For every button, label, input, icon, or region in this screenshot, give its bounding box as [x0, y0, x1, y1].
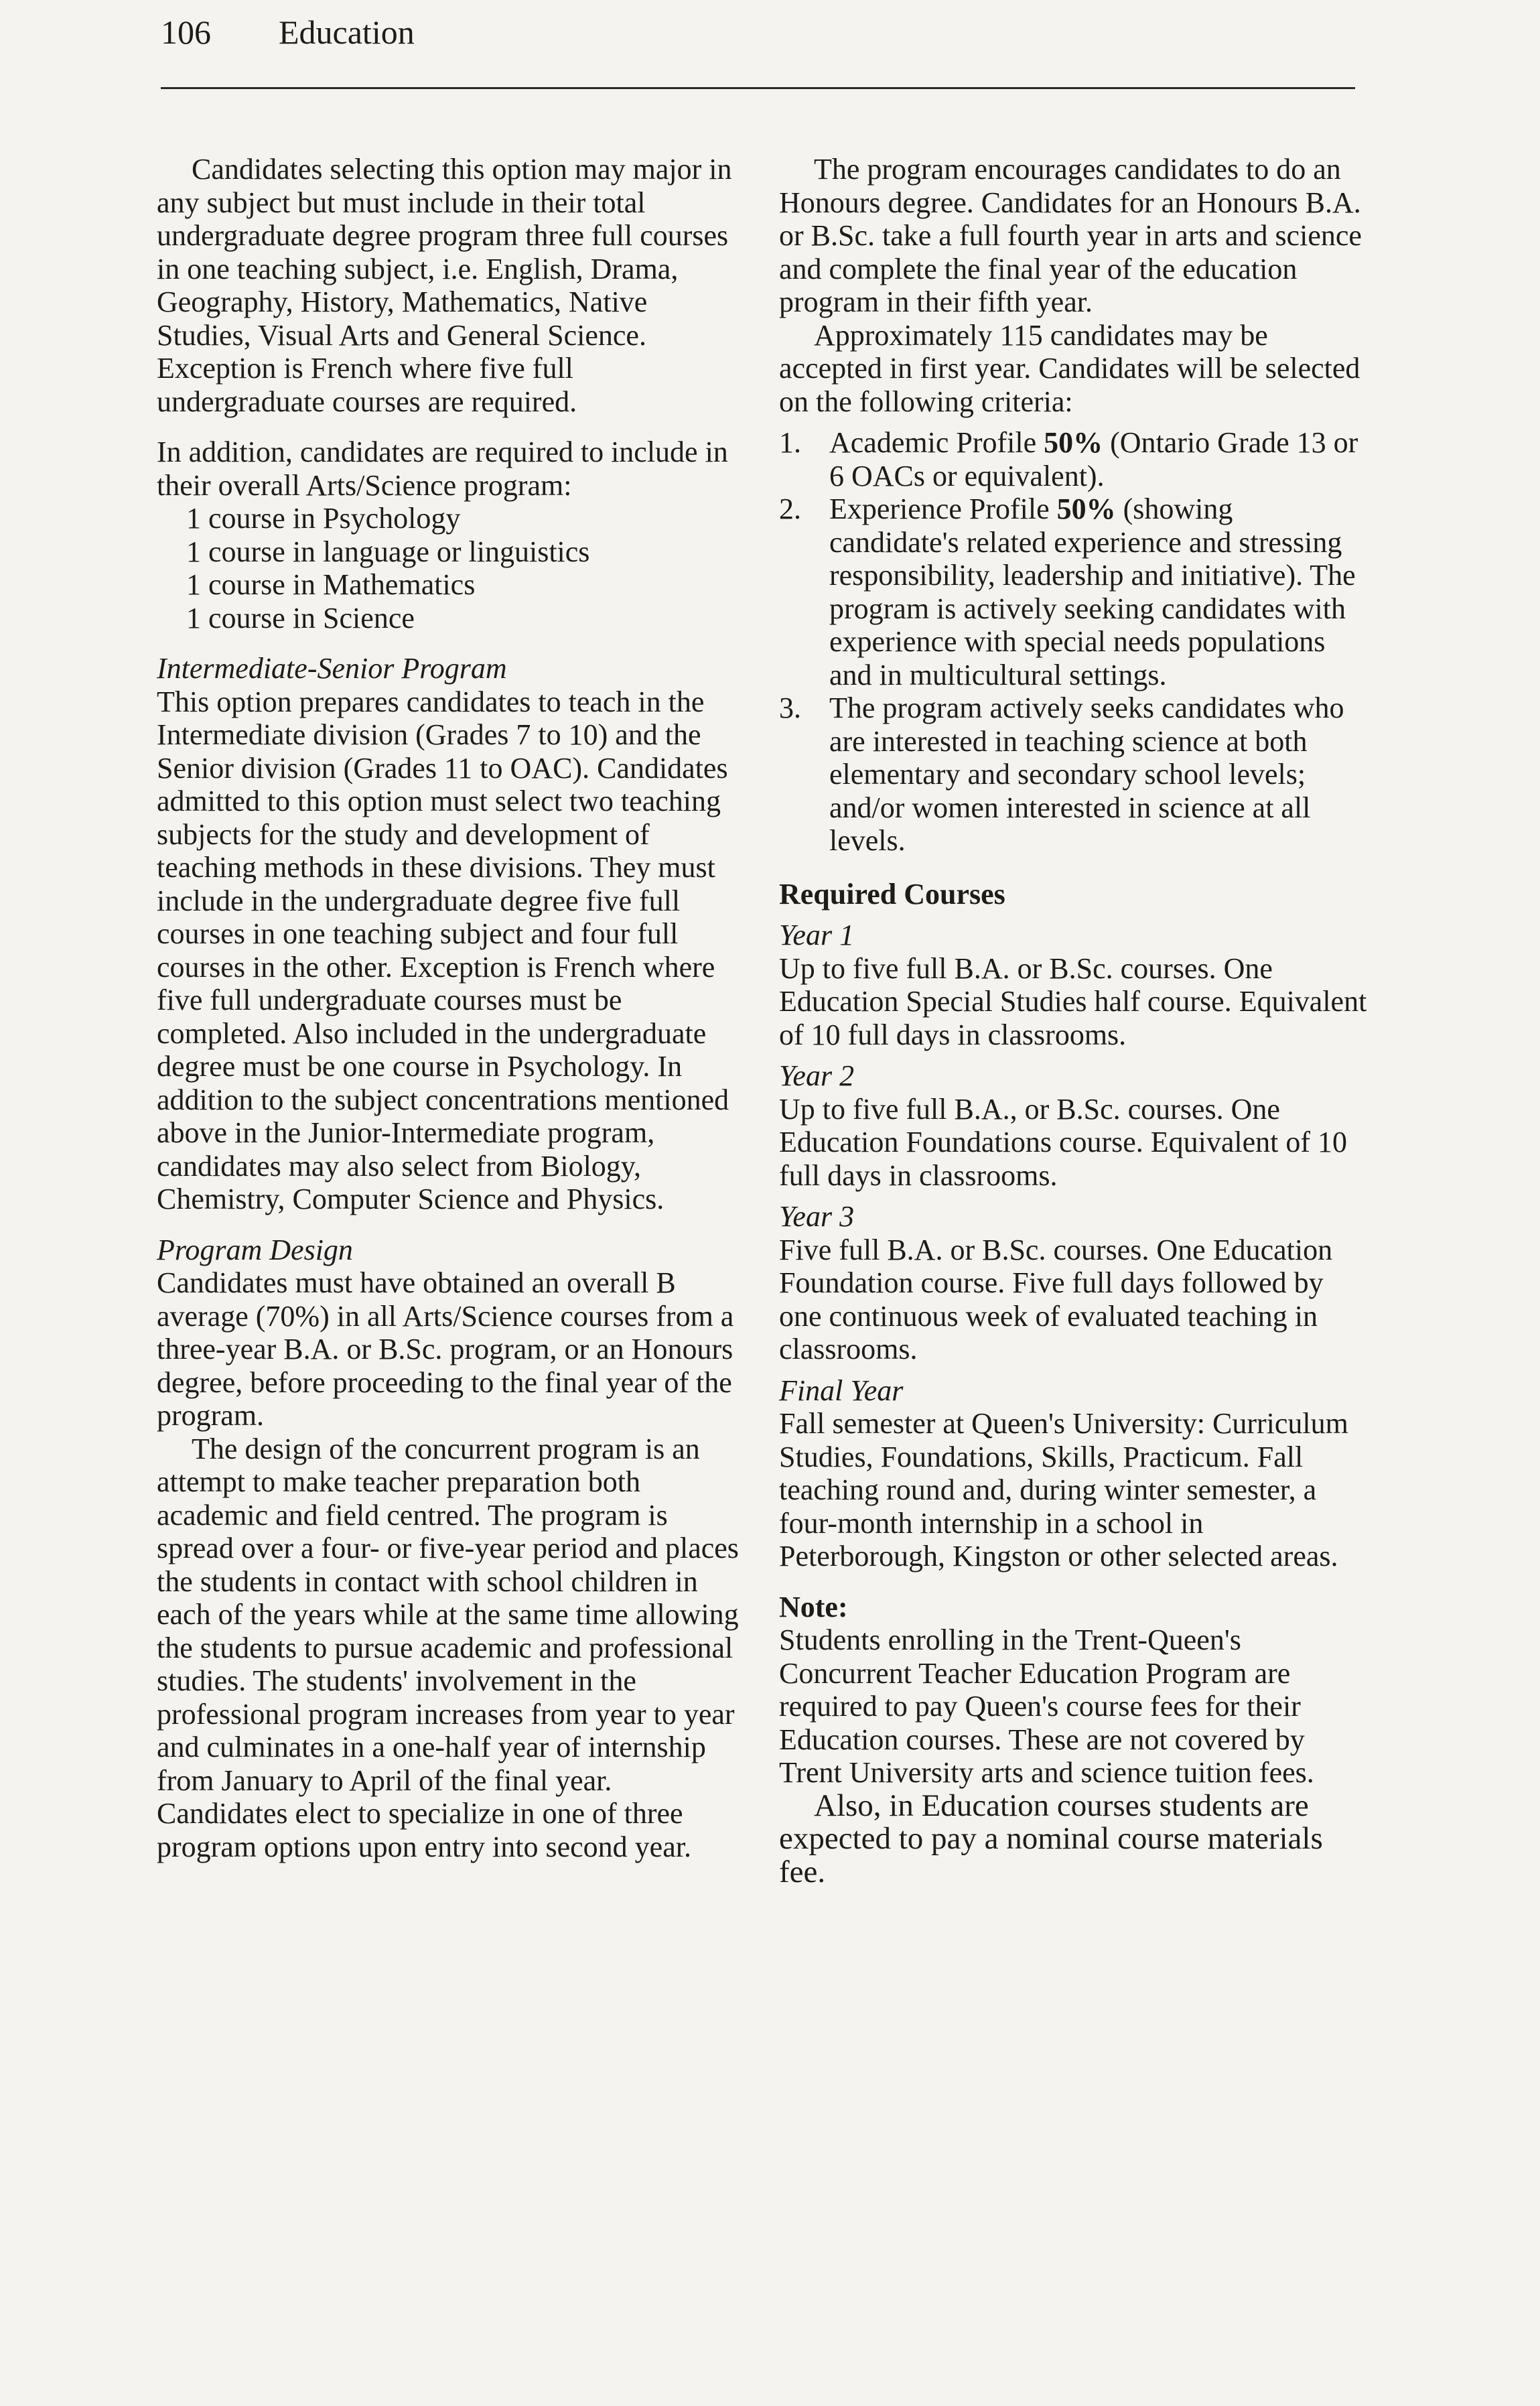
required-courses-list	[157, 502, 746, 634]
criteria-item	[779, 426, 1369, 492]
intermediate-senior-heading: Intermediate-Senior Program	[157, 652, 507, 685]
note-heading: Note:	[779, 1590, 848, 1623]
year-2-heading: Year 2	[779, 1059, 855, 1092]
year-1-heading: Year 1	[779, 919, 855, 951]
section-title: Education	[279, 13, 415, 51]
criteria-text: Experience Profile	[829, 492, 1057, 525]
list-item: 1 course in Science	[186, 601, 415, 634]
program-design-paragraph: Candidates must have obtained an overall B average (70%) in all Arts/Science courses from a three-year B.A. or B.Sc. program, or an Honours degree, before proceeding to the final year of the program.	[157, 1266, 734, 1432]
page-number: 106	[161, 13, 211, 51]
note-text: Students enrolling in the Trent-Queen's Concurrent Teacher Education Program are required to pay Queen's course fees for their Education courses. These are not covered by Trent University arts and science tuition fees.	[779, 1623, 1314, 1789]
criteria-item	[779, 691, 1369, 858]
year-2-text: Up to five full B.A., or B.Sc. courses. One Education Foundations course. Equivalent of 10 full days in classrooms.	[779, 1092, 1348, 1192]
right-column	[779, 153, 1369, 1889]
admission-paragraph: Approximately 115 candidates may be accepted in first year. Candidates will be selected on the following criteria:	[779, 318, 1360, 418]
intermediate-senior-paragraph: This option prepares candidates to teach in the Intermediate division (Grades 7 to 10) and the Senior division (Grades 11 to OAC). Candidates admitted to this option must select two teaching subjects for the study and development of teaching methods in these divisions. They must include in the undergraduate degree five full courses in one teaching subject and four full courses in the other. Exception is French where five full undergraduate courses must be completed. Also included in the undergraduate degree must be one course in Psychology. In addition to the subject concentrations mentioned above in the Junior-Intermediate program, candidates may also select from Biology, Chemistry, Computer Science and Physics.	[157, 685, 729, 1215]
materials-fee-text: Also, in Education courses students are expected to pay a nominal course materials fee.	[779, 1788, 1323, 1889]
program-design-heading: Program Design	[157, 1233, 353, 1266]
list-item: 1 course in Psychology	[186, 502, 461, 535]
list-item: 1 course in Mathematics	[186, 568, 476, 601]
honours-paragraph: The program encourages candidates to do an Honours degree. Candidates for an Honours B.A. or B.Sc. take a full fourth year in arts and science and complete the final year of the education program in their fifth year.	[779, 153, 1362, 318]
criteria-text: Academic Profile	[829, 426, 1044, 459]
criteria-number: 2.	[779, 492, 801, 525]
criteria-text: (showing candidate's related experience and stressing responsibility, leadership and initiative). The program is actively seeking candidates with experience with special needs populations and in multicultural settings.	[829, 492, 1356, 691]
criteria-text: (Ontario Grade 13 or 6 OACs or equivalent).	[829, 426, 1358, 492]
additional-requirements-paragraph: In addition, candidates are required to include in their overall Arts/Science program:	[157, 436, 728, 502]
concurrent-program-paragraph: The design of the concurrent program is an attempt to make teacher preparation both academic and field centred. The program is spread over a four- or five-year period and places the students in contact with school children in each of the years while at the same time allowing the students to pursue academic and professional studies. The students' involvement in the professional program increases from year to year and culminates in a one-half year of internship from January to April of the final year. Candidates elect to specialize in one of three program options upon entry into second year.	[157, 1432, 739, 1863]
final-year-text: Fall semester at Queen's University: Curriculum Studies, Foundations, Skills, Practicum. Fall teaching round and, during winter semester, a four-month internship in a school in Peterborough, Kingston or other selected areas.	[779, 1407, 1348, 1573]
option-requirements-paragraph: Candidates selecting this option may major in any subject but must include in their total undergraduate degree program three full courses in one teaching subject, i.e. English, Drama, Geography, History, Mathematics, Native Studies, Visual Arts and General Science. Exception is French where five full undergraduate courses are required.	[157, 153, 732, 418]
year-3-text: Five full B.A. or B.Sc. courses. One Education Foundation course. Five full days followed by one continuous week of evaluated teaching in classrooms.	[779, 1233, 1333, 1365]
left-column	[157, 153, 746, 1863]
criteria-percent: 50%	[1056, 492, 1116, 525]
year-1-text: Up to five full B.A. or B.Sc. courses. One Education Special Studies half course. Equivalent of 10 full days in classrooms.	[779, 951, 1367, 1051]
criteria-item	[779, 492, 1369, 691]
year-3-heading: Year 3	[779, 1200, 855, 1233]
final-year-heading: Final Year	[779, 1374, 904, 1407]
header-rule	[161, 87, 1355, 89]
criteria-number: 1.	[779, 426, 801, 459]
criteria-number: 3.	[779, 691, 801, 724]
criteria-text: The program actively seeks candidates who are interested in teaching science at both elementary and secondary school levels; and/or women interested in science at all levels.	[829, 691, 1344, 857]
criteria-list	[779, 426, 1369, 858]
required-courses-heading: Required Courses	[779, 877, 1005, 911]
page-header	[161, 5, 1367, 86]
criteria-percent: 50%	[1044, 426, 1103, 459]
list-item: 1 course in language or linguistics	[186, 535, 590, 568]
